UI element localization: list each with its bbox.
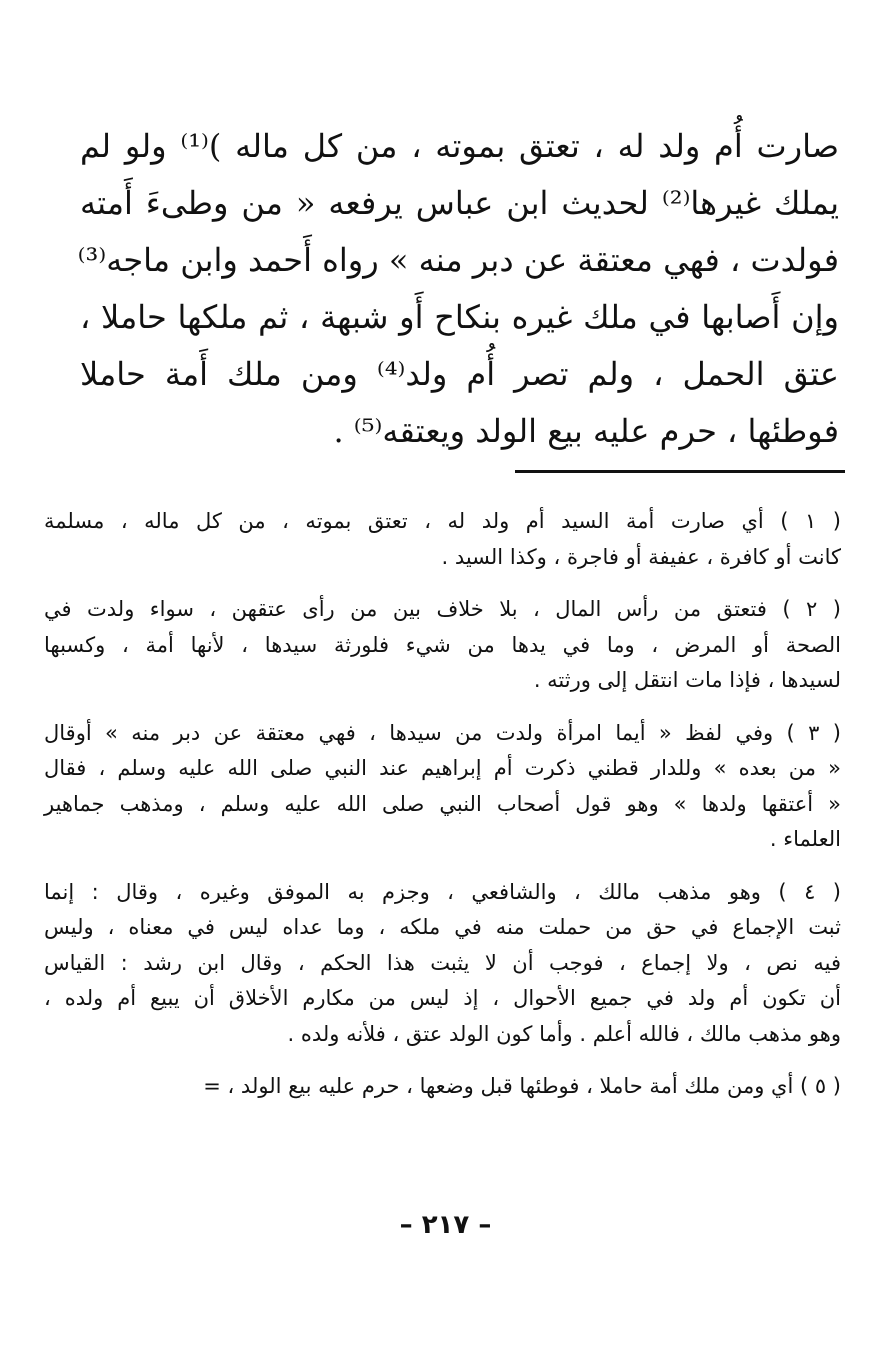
main-text-line: وإن أَصابها في ملك غيره بنكاح أَو شبهة ، ثم ملكها حاملا ،	[80, 298, 839, 336]
footnote-line: ( ٥ ) أي ومن ملك أمة حاملا ، فوطئها قبل وضعها ، حرم عليه بيع الولد ، =	[203, 1074, 841, 1098]
main-text-line: يملك غيرها⁽²⁾ لحديث ابن عباس يرفعه « من وطىءَ أَمته	[80, 184, 840, 222]
footnote-5	[44, 1069, 841, 1105]
footnote-line: الصحة أو المرض ، وما في يدها من شيء فلورثة سيدها ، لأنها أمة ، وكسبها	[44, 632, 841, 657]
footnote-line: فيه نص ، ولا إجماع ، فوجب أن لا يثبت هذا الحكم ، وقال ابن رشد : القياس	[44, 950, 841, 975]
main-text-line: فوطئها ، حرم عليه بيع الولد ويعتقه⁽⁵⁾ .	[333, 412, 839, 450]
footnote-4	[44, 875, 841, 1053]
footnote-line: أن تكون أم ولد في جميع الأحوال ، إذ ليس من مكارم الأخلاق أن يبيع أم ولده ،	[44, 986, 841, 1010]
footnote-line: ( ٣ ) وفي لفظ « أيما امرأة ولدت من سيدها ، فهي معتقة عن دبر منه » أوقال	[44, 720, 841, 745]
page-number: – ٢١٧ –	[399, 1210, 492, 1240]
main-text-block	[77, 118, 840, 460]
footnote-3	[44, 716, 841, 858]
footnote-line: ثبت الإجماع في حق من حملت منه في ملكه ، وما عداه ليس في معناه ، وليس	[44, 915, 841, 939]
footnote-line: « من بعده » وللدار قطني ذكرت أم إبراهيم عند النبي صلى الله عليه وسلم ، فقال	[44, 756, 841, 780]
footnotes-section	[44, 504, 841, 1122]
footnote-line: ( ٤ ) وهو مذهب مالك ، والشافعي ، وجزم به الموفق وغيره ، وقال : إنما	[44, 879, 841, 904]
footnote-line: ( ٢ ) فتعتق من رأس المال ، بلا خلاف بين من رأى عتقهن ، سواء ولدت في	[44, 597, 841, 621]
footnote-line: « أعتقها ولدها » وهو قول أصحاب النبي صلى الله عليه وسلم ، ومذهب جماهير	[44, 791, 841, 816]
footnote-line: كانت أو كافرة ، عفيفة أو فاجرة ، وكذا السيد .	[441, 544, 841, 569]
footnote-line: لسيدها ، فإذا مات انتقل إلى ورثته .	[533, 668, 841, 692]
main-text-line: فولدت ، فهي معتقة عن دبر منه » رواه أَحمد وابن ماجه⁽³⁾	[77, 241, 839, 279]
footnote-line: العلماء .	[769, 827, 841, 851]
footnote-1	[44, 504, 841, 575]
footnote-2	[44, 592, 841, 699]
footnote-divider	[515, 470, 845, 473]
footnote-line: ( ١ ) أي صارت أمة السيد أم ولد له ، تعتق بموته ، من كل ماله ، مسلمة	[44, 509, 841, 533]
main-text-line: عتق الحمل ، ولم تصر أُم ولد⁽⁴⁾ ومن ملك أَمة حاملا	[80, 355, 840, 393]
main-text-line: صارت أُم ولد له ، تعتق بموته ، من كل ماله )⁽¹⁾ ولو لم	[80, 127, 840, 165]
footnote-line: وهو مذهب مالك ، فالله أعلم . وأما كون الولد عتق ، فلأنه ولده .	[287, 1021, 841, 1046]
